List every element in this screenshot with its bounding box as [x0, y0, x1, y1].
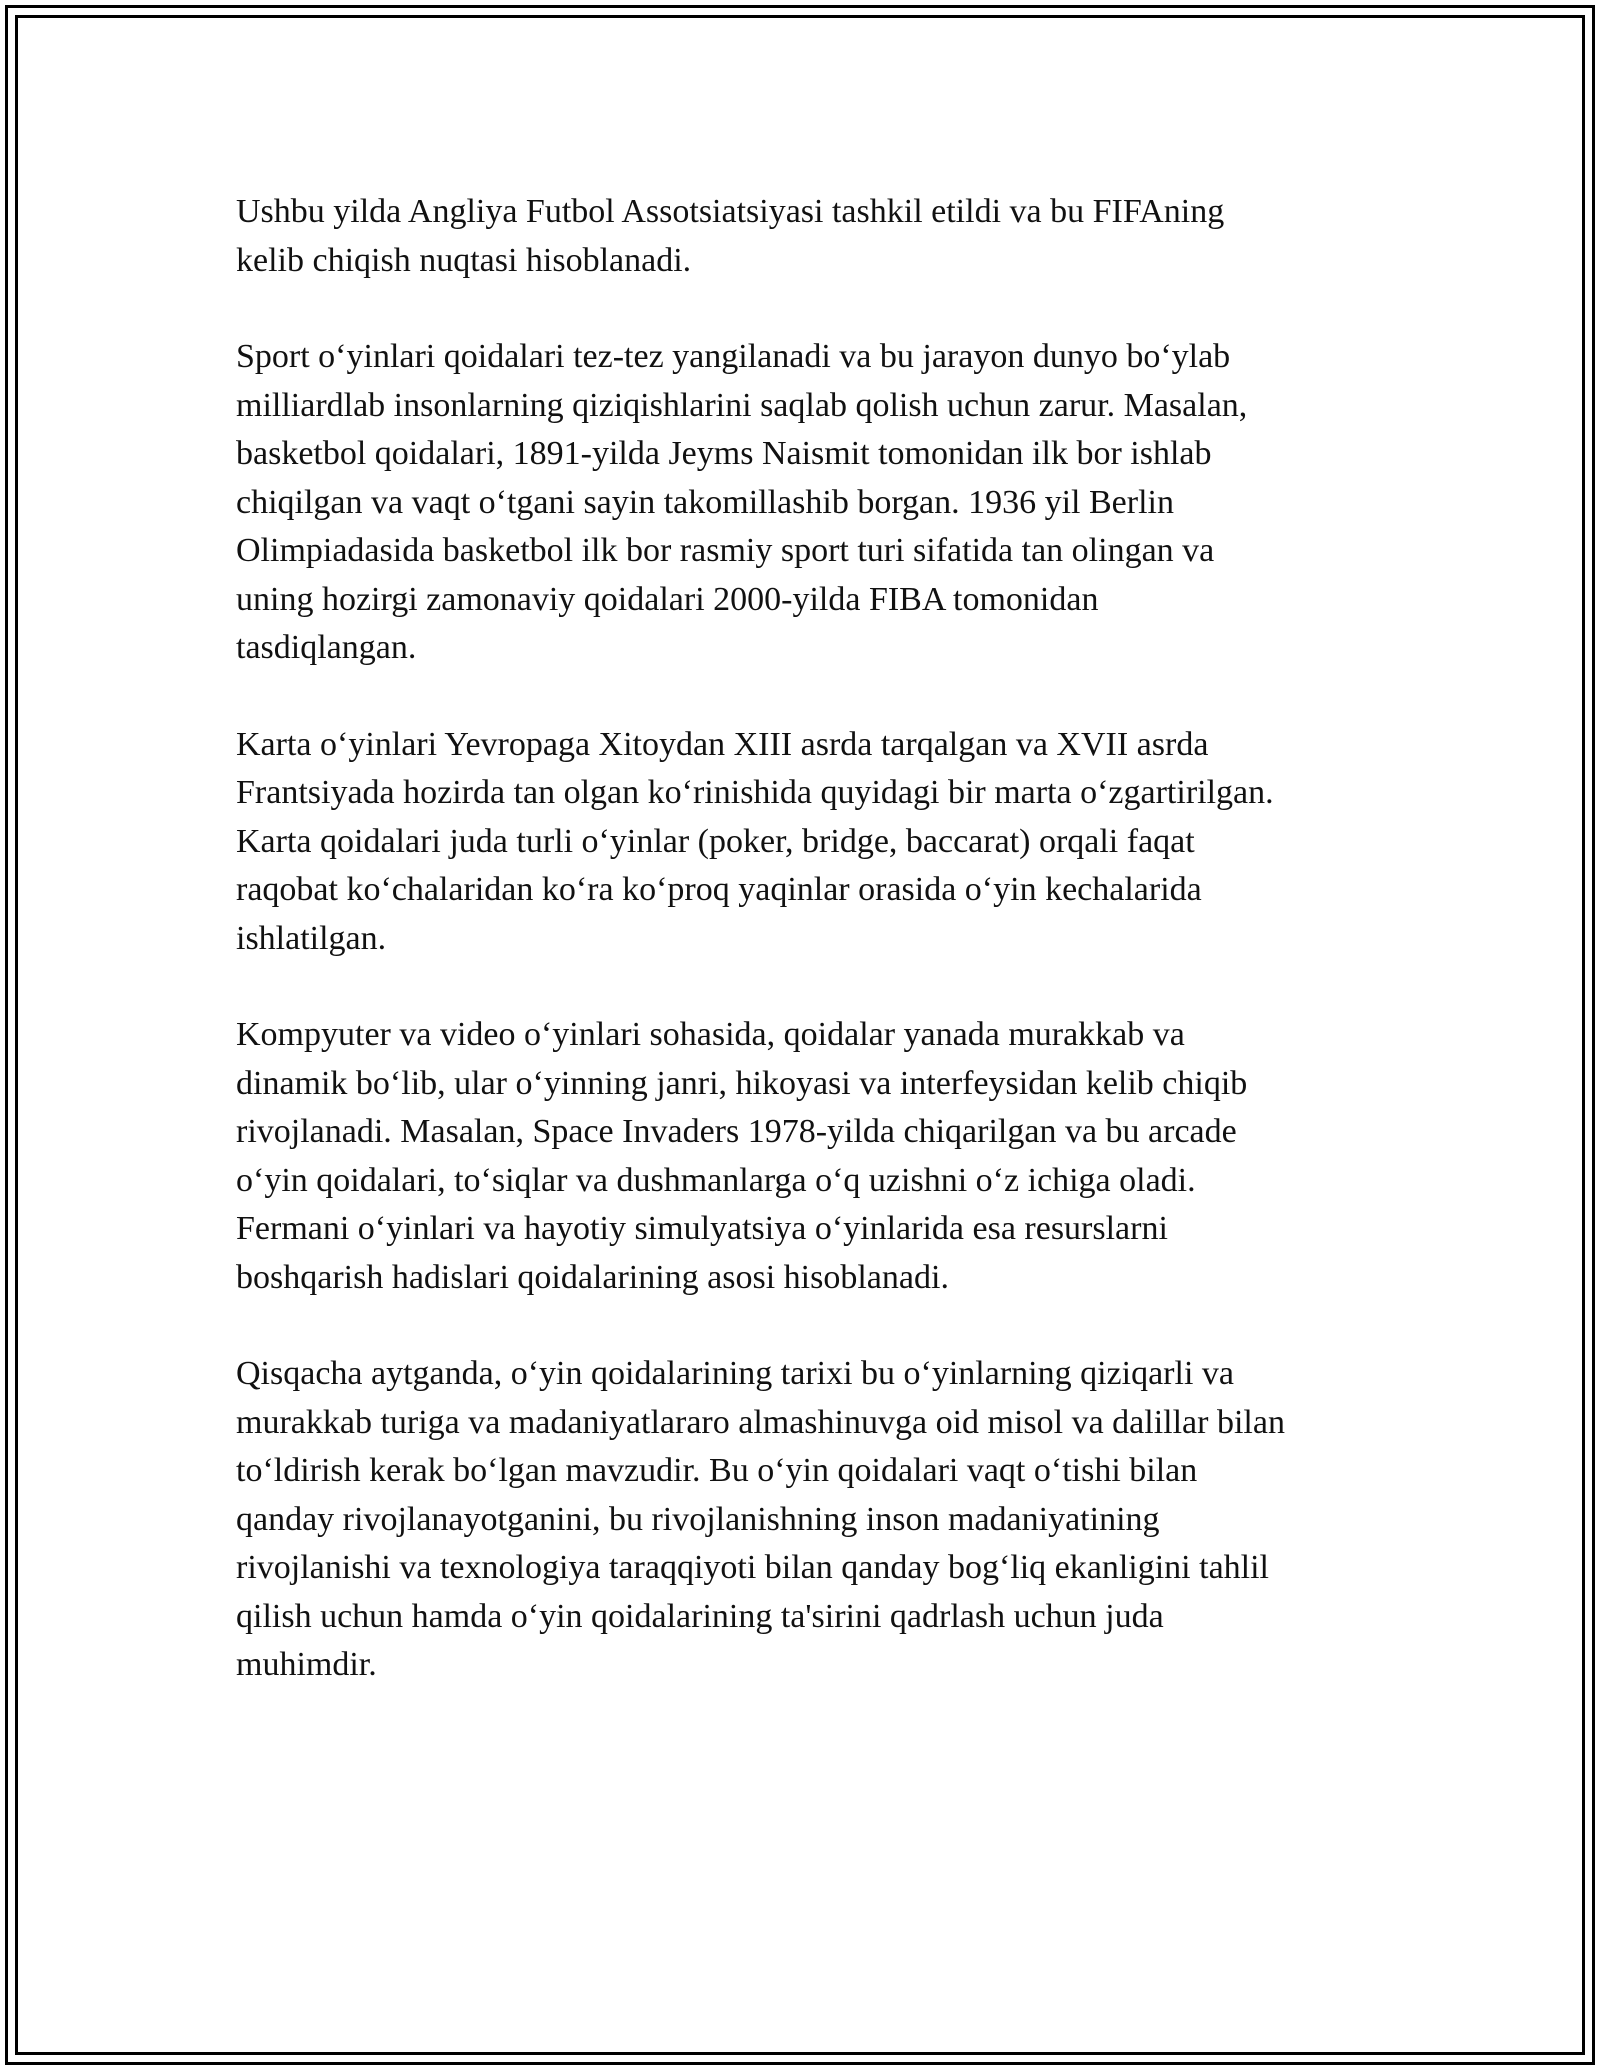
paragraph-video-games: Kompyuter va video o‘yinlari sohasida, qoidalar yanada murakkab va dinamik bo‘lib, ular o‘yinning janri, hikoyasi va interfeysidan kelib chiqib rivojlanadi. Masalan, Space Invaders 1978-yilda chiqarilgan va bu arcade o‘yin qoidalari, to‘siqlar va dushmanlarga o‘q uzishni o‘z ichiga oladi. Fermani o‘yinlari va hayotiy simulyatsiya o‘yinlarida esa resurslarni boshqarish hadislari qoidalarining asosi hisoblanadi.: [236, 1016, 1248, 1296]
paragraph-card-games: Karta o‘yinlari Yevropaga Xitoydan XIII asrda tarqalgan va XVII asrda Frantsiyada hozirda tan olgan ko‘rinishida quyidagi bir marta o‘zgartirilgan. Karta qoidalari juda turli o‘yinlar (poker, bridge, baccarat) orqali faqat raqobat ko‘chalaridan ko‘ra ko‘proq yaqinlar orasida o‘yin kechalarida ishlatilgan.: [236, 725, 1274, 957]
paragraph-fa-founding: Ushbu yilda Angliya Futbol Assotsiatsiyasi tashkil etildi va bu FIFAning kelib chiqish nuqtasi hisoblanadi.: [236, 193, 1225, 279]
document-body: [236, 188, 1386, 1738]
paragraph-sport-rules: Sport o‘yinlari qoidalari tez-tez yangilanadi va bu jarayon dunyo bo‘ylab milliardlab insonlarning qiziqishlarini saqlab qolish uchun zarur. Masalan, basketbol qoidalari, 1891-yilda Jeyms Naismit tomonidan ilk bor ishlab chiqilgan va vaqt o‘tgani sayin takomillashib borgan. 1936 yil Berlin Olimpiadasida basketbol ilk bor rasmiy sport turi sifatida tan olingan va uning hozirgi zamonaviy qoidalari 2000-yilda FIBA tomonidan tasdiqlangan.: [236, 338, 1248, 666]
paragraph-conclusion: Qisqacha aytganda, o‘yin qoidalarining tarixi bu o‘yinlarning qiziqarli va murakkab turiga va madaniyatlararo almashinuvga oid misol va dalillar bilan to‘ldirish kerak bo‘lgan mavzudir. Bu o‘yin qoidalari vaqt o‘tishi bilan qanday rivojlanayotganini, bu rivojlanishning inson madaniyatining rivojlanishi va texnologiya taraqqiyoti bilan qanday bog‘liq ekanligini tahlil qilish uchun hamda o‘yin qoidalarining ta'sirini qadrlash uchun juda muhimdir.: [236, 1355, 1285, 1683]
